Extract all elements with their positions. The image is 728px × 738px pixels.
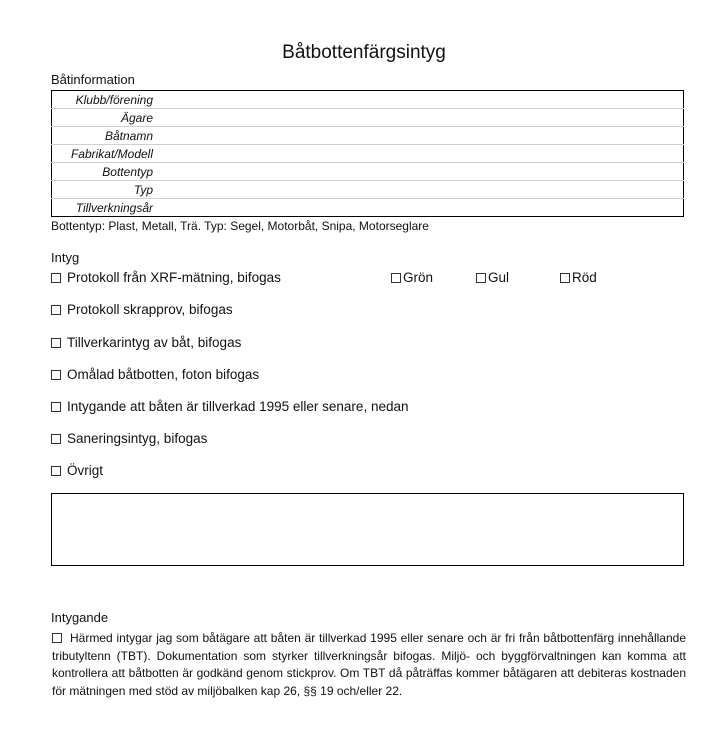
xrf-result-gron — [391, 270, 433, 285]
option-label: Protokoll skrapprov, bifogas — [67, 302, 233, 317]
field-label-typ: Typ — [52, 181, 154, 199]
intygande-statement — [52, 630, 686, 700]
intyg-heading: Intyg — [51, 250, 80, 265]
field-label-fabrikat: Fabrikat/Modell — [52, 145, 154, 163]
table-row — [52, 127, 684, 145]
tillverkningsar-field[interactable] — [153, 199, 684, 217]
intygande-heading: Intygande — [51, 610, 109, 625]
table-row — [52, 181, 684, 199]
agare-field[interactable] — [153, 109, 684, 127]
option-label: Saneringsintyg, bifogas — [67, 431, 208, 446]
intyg-option-omalad — [51, 367, 259, 382]
checkbox[interactable] — [51, 305, 61, 315]
intyg-option-skrapprov — [51, 302, 233, 317]
checkbox[interactable] — [51, 273, 61, 283]
checkbox[interactable] — [560, 273, 570, 283]
boat-info-table — [51, 90, 684, 217]
intyg-option-sanering — [51, 431, 207, 446]
klubb-field[interactable] — [153, 91, 684, 109]
xrf-result-gul — [476, 270, 509, 285]
table-row — [52, 91, 684, 109]
intyg-option-1995 — [51, 399, 408, 414]
bottentyp-note: Bottentyp: Plast, Metall, Trä. Typ: Segel, Motorbåt, Snipa, Motorseglare — [51, 219, 429, 233]
intyg-option-tillverkarintyg — [51, 335, 241, 350]
field-label-bottentyp: Bottentyp — [52, 163, 154, 181]
option-label: Intygande att båten är tillverkad 1995 eller senare, nedan — [67, 399, 409, 414]
option-label: Gul — [488, 270, 510, 285]
checkbox[interactable] — [476, 273, 486, 283]
checkbox[interactable] — [51, 338, 61, 348]
checkbox[interactable] — [51, 370, 61, 380]
table-row — [52, 199, 684, 217]
checkbox[interactable] — [51, 402, 61, 412]
option-label: Grön — [403, 270, 434, 285]
option-label: Protokoll från XRF-mätning, bifogas — [67, 270, 281, 285]
option-label: Röd — [572, 270, 597, 285]
boat-info-heading: Båtinformation — [51, 72, 135, 87]
intyg-option-xrf — [51, 270, 281, 285]
batnamn-field[interactable] — [153, 127, 684, 145]
checkbox[interactable] — [391, 273, 401, 283]
option-label: Tillverkarintyg av båt, bifogas — [67, 335, 242, 350]
xrf-result-rod — [560, 270, 597, 285]
table-row — [52, 163, 684, 181]
table-row — [52, 109, 684, 127]
field-label-tillverkningsar: Tillverkningsår — [52, 199, 154, 217]
field-label-batnamn: Båtnamn — [52, 127, 154, 145]
typ-field[interactable] — [153, 181, 684, 199]
option-label: Övrigt — [67, 463, 104, 478]
field-label-klubb: Klubb/förening — [75, 92, 153, 107]
table-row — [52, 145, 684, 163]
bottentyp-field[interactable] — [153, 163, 684, 181]
intyg-option-ovrigt — [51, 463, 103, 478]
option-label: Omålad båtbotten, foton bifogas — [67, 367, 260, 382]
intygande-text: Härmed intygar jag som båtägare att båten är tillverkad 1995 eller senare och är fri från båtbottenfärg innehållande tributyltenn (TBT). Dokumentation som styrker tillverkningsår bifogas. Miljö- och byggförvaltningen kan komma att kontrollera att båtbotten är godkänd genom stickprov. Om TBT då påträffas kommer båtägaren att debiteras kostnaden för mätningen med stöd av miljöbalken kap 26, §§ 19 och/eller 22. — [52, 631, 686, 698]
field-label-agare: Ägare — [52, 109, 154, 127]
intygande-checkbox[interactable] — [52, 633, 62, 643]
page-title: Båtbottenfärgsintyg — [282, 42, 446, 63]
fabrikat-field[interactable] — [153, 145, 684, 163]
checkbox[interactable] — [51, 434, 61, 444]
checkbox[interactable] — [51, 466, 61, 476]
ovrigt-text-field[interactable] — [51, 493, 684, 566]
